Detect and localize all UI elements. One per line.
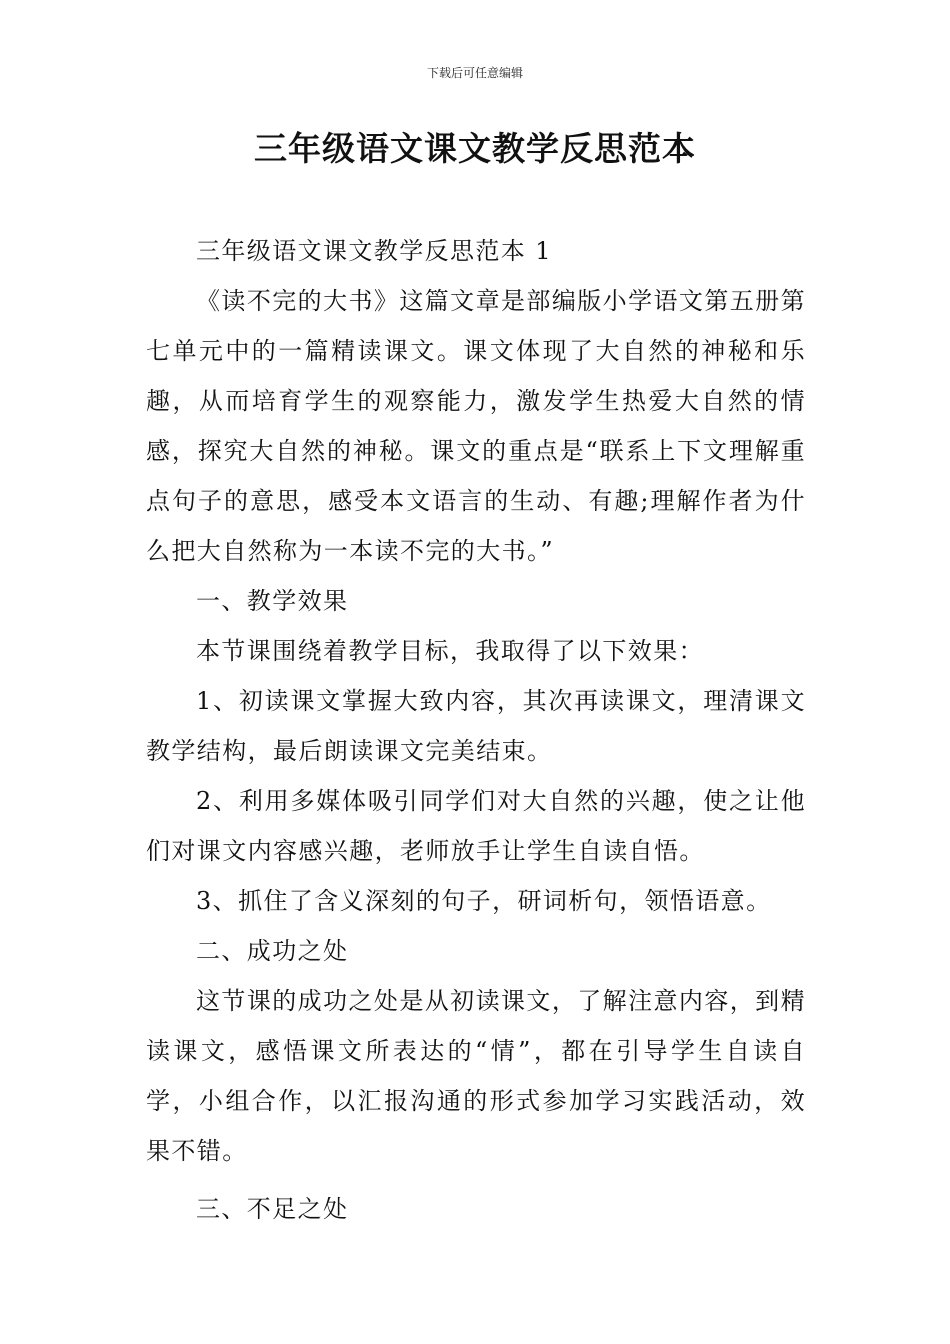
section-heading: 二、成功之处 (196, 937, 349, 965)
list-item: 2、利用多媒体吸引同学们对大自然的兴趣，使之让他们对课文内容感兴趣，老师放手让学生自读自悟。 (146, 787, 806, 865)
paragraph: 本节课围绕着教学目标，我取得了以下效果： (196, 637, 704, 665)
header-note: 下载后可任意编辑 (426, 66, 523, 80)
list-item: 1、初读课文掌握大致内容，其次再读课文，理清课文教学结构，最后朗读课文完美结束。 (146, 687, 806, 765)
list-item: 3、抓住了含义深刻的句子，研词析句，领悟语意。 (196, 887, 772, 915)
section-heading: 三、不足之处 (196, 1195, 349, 1223)
document-body (146, 226, 806, 1234)
section-heading: 三年级语文课文教学反思范本 1 (196, 237, 552, 265)
page-title: 三年级语文课文教学反思范本 (254, 129, 696, 168)
section-heading: 一、教学效果 (196, 587, 349, 615)
paragraph: 这节课的成功之处是从初读课文，了解注意内容，到精读课文，感悟课文所表达的“情”，都在引导学生自读自学，小组合作，以汇报沟通的形式参加学习实践活动，效果不错。 (146, 987, 806, 1165)
paragraph: 《读不完的大书》这篇文章是部编版小学语文第五册第七单元中的一篇精读课文。课文体现了大自然的神秘和乐趣，从而培育学生的观察能力，激发学生热爱大自然的情感，探究大自然的神秘。课文的重点是“联系上下文理解重点句子的意思，感受本文语言的生动、有趣;理解作者为什么把大自然称为一本读不完的大书。” (146, 287, 806, 565)
